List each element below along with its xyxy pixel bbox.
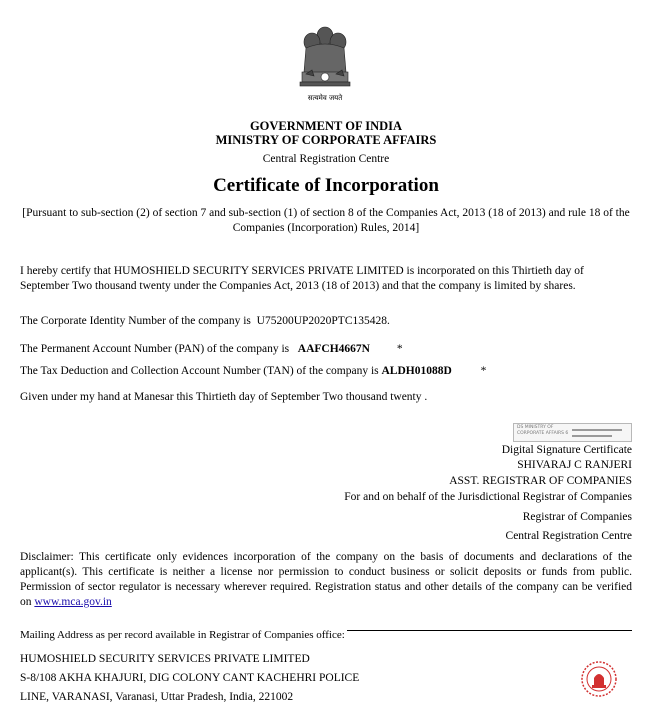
stamp-text-1: DS MINISTRY OF	[517, 425, 554, 430]
pan-value: AAFCH4667N	[297, 343, 370, 355]
official-seal-icon	[580, 660, 618, 698]
disclaimer	[20, 550, 632, 610]
given-line: Given under my hand at Manesar this Thirtieth day of September Two thousand twenty .	[20, 391, 428, 403]
mailing-label: Mailing Address as per record available in Registrar of Companies office:	[20, 629, 345, 641]
stamp-line	[572, 435, 612, 437]
signature-on-behalf: For and on behalf of the Jurisdictional Registrar of Companies	[344, 491, 632, 503]
address-line-3: LINE, VARANASI, Varanasi, Uttar Pradesh, India, 221002	[20, 691, 294, 703]
signature-dsc: Digital Signature Certificate	[501, 444, 632, 456]
cin-value: U75200UP2020PTC135428.	[256, 315, 390, 327]
header-ministry: MINISTRY OF CORPORATE AFFAIRS	[215, 133, 437, 147]
mca-link[interactable]: www.mca.gov.in	[34, 596, 112, 608]
tan-value: ALDH01088D	[381, 365, 452, 377]
signature-name: SHIVARAJ C RANJERI	[517, 459, 632, 471]
pan-mark: *	[396, 343, 403, 355]
tan-label: The Tax Deduction and Collection Account Number (TAN) of the company is	[20, 365, 379, 377]
certify-paragraph: I hereby certify that HUMOSHIELD SECURITY SERVICES PRIVATE LIMITED is incorporated on this Thirtieth day of September Two thousand twenty under the Companies Act, 2013 (18 of 2013) and that the company is limited by shares.	[20, 265, 584, 292]
pursuant-clause: [Pursuant to sub-section (2) of section 7 and sub-section (1) of section 8 of the Companies Act, 2013 (18 of 2013) and rule 18 of the Companies (Incorporation) Rules, 2014]	[22, 207, 630, 234]
stamp-text-2: CORPORATE AFFAIRS 6	[517, 431, 569, 436]
pan-label: The Permanent Account Number (PAN) of the company is	[20, 343, 290, 355]
address-line-2: S-8/108 AKHA KHAJURI, DIG COLONY CANT KACHEHRI POLICE	[20, 672, 360, 684]
pan-line	[20, 342, 632, 357]
disclaimer-text: Disclaimer: This certificate only evidences incorporation of the company on the basis of documents and declarations of the applicant(s). This certificate is neither a license nor permission to conduct business or solicit deposits or funds from public. Permission of sector regulator is necessary wherever required. Registration status and other details of the company can be verified on	[20, 551, 632, 608]
cin-line	[20, 314, 632, 329]
address-line-1: HUMOSHIELD SECURITY SERVICES PRIVATE LIMITED	[20, 653, 310, 665]
signature-designation: ASST. REGISTRAR OF COMPANIES	[449, 475, 632, 487]
signature-registrar: Registrar of Companies	[522, 511, 632, 523]
digital-signature-stamp	[513, 423, 632, 442]
header-government: GOVERNMENT OF INDIA	[249, 119, 403, 133]
tan-line	[20, 364, 632, 379]
national-emblem-icon	[290, 22, 360, 114]
emblem-motto: सत्यमेव जयते	[307, 94, 343, 102]
header-centre: Central Registration Centre	[262, 153, 390, 165]
signature-centre: Central Registration Centre	[505, 530, 632, 542]
cin-label: The Corporate Identity Number of the company is	[20, 315, 251, 327]
certificate-title: Certificate of Incorporation	[213, 175, 439, 196]
tan-mark: *	[480, 365, 487, 377]
stamp-line	[572, 429, 622, 431]
